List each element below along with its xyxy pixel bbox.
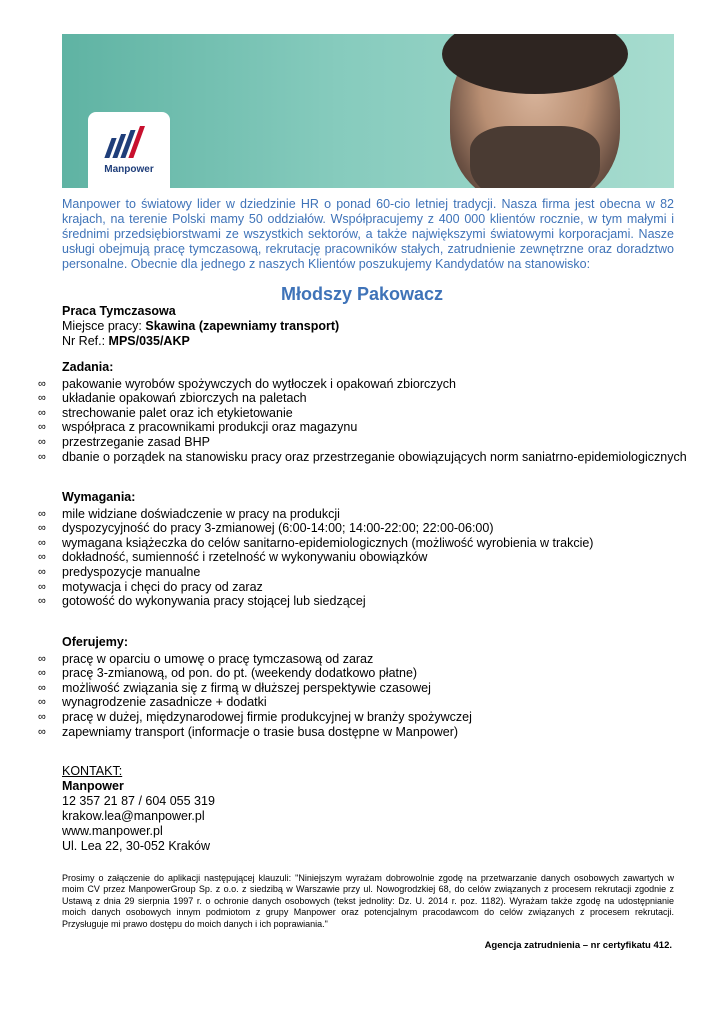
bullet-icon: ∞ <box>38 406 46 419</box>
section-heading: Zadania: <box>62 360 114 374</box>
bullet-icon: ∞ <box>38 392 46 405</box>
list-item-text: wymagana książeczka do celów sanitarno-epidemiologicznych (możliwość wyrobienia w trakcie) <box>62 535 594 550</box>
contact-company: Manpower <box>62 779 124 793</box>
contact-phone: 12 357 21 87 / 604 055 319 <box>62 794 215 808</box>
list-item-text: gotowość do wykonywania pracy stojącej lub siedzącej <box>62 594 366 609</box>
list-item <box>38 376 702 392</box>
list-item-text: współpraca z pracownikami produkcji oraz magazynu <box>62 420 358 435</box>
list-item <box>38 651 702 667</box>
bullet-icon: ∞ <box>38 696 46 709</box>
contact-www[interactable]: www.manpower.pl <box>62 824 163 838</box>
consent-clause: Prosimy o załączenie do aplikacji następującej klauzuli: "Niniejszym wyrażam dobrowolnie zgodę na przetwarzanie danych osobowych zawartych w moim CV przez ManpowerGroup Sp. z o.o. z siedzibą w Warszawie przy ul. Nowogrodzkiej 68, do celów związanych z procesem rekrutacji zgodnie z Ustawą z dnia 29 sierpnia 1997 r. o ochronie danych osobowych (tekst jednolity: Dz. U. 2014 r. poz. 1182). Wyrażam także zgodę na udostępnianie moich danych osobowych innym podmiotom z grupy Manpower oraz potencjalnym pracodawcom do celów związanych z procesem rekrutacji. Przysługuje mi prawo dostępu do moich danych i ich poprawiania." <box>62 873 674 929</box>
list-item-text: dbanie o porządek na stanowisku pracy oraz przestrzeganie obowiązujących norm saniatrno-epidemiologicznych <box>62 449 687 464</box>
bullet-icon: ∞ <box>38 507 46 520</box>
bullet-list <box>38 376 702 465</box>
list-item-text: zapewniamy transport (informacje o trasie busa dostępne w Manpower) <box>62 724 459 739</box>
job-meta <box>62 304 339 349</box>
job-ref <box>62 334 339 349</box>
section-oferujemy <box>38 635 702 739</box>
list-item-text: mile widziane doświadczenie w pracy na produkcji <box>62 506 340 521</box>
bullet-icon: ∞ <box>38 725 46 738</box>
list-item <box>38 564 702 580</box>
list-item <box>38 579 702 595</box>
location-value: Skawina (zapewniamy transport) <box>145 319 340 333</box>
bullet-icon: ∞ <box>38 435 46 448</box>
job-title: Młodszy Pakowacz <box>280 284 444 304</box>
bullet-list <box>38 506 702 609</box>
contact-address: Ul. Lea 22, 30-052 Kraków <box>62 839 211 853</box>
ref-label: Nr Ref.: <box>62 334 109 348</box>
manpower-logo <box>88 112 170 188</box>
bullet-icon: ∞ <box>38 580 46 593</box>
bullet-icon: ∞ <box>38 667 46 680</box>
list-item <box>38 420 702 435</box>
manpower-logo-icon <box>102 126 158 160</box>
bullet-icon: ∞ <box>38 450 46 463</box>
bullet-icon: ∞ <box>38 595 46 608</box>
list-item-text: pakowanie wyrobów spożywczych do wytłoczek i opakowań zbiorczych <box>62 376 456 391</box>
list-item <box>38 449 702 465</box>
list-item <box>38 550 702 565</box>
list-item <box>38 506 702 522</box>
list-item-text: dyspozycyjność do pracy 3-zmianowej (6:00-14:00; 14:00-22:00; 22:00-06:00) <box>62 521 494 536</box>
list-item-text: przestrzeganie zasad BHP <box>62 434 210 449</box>
list-item-text: pracę 3-zmianową, od pon. do pt. (weekendy dodatkowo płatne) <box>62 666 418 681</box>
contact-label: KONTAKT: <box>62 764 123 778</box>
header-banner <box>62 34 674 188</box>
section-heading: Oferujemy: <box>62 635 128 649</box>
logo-text: Manpower <box>104 164 154 175</box>
section-heading: Wymagania: <box>62 490 136 504</box>
bullet-icon: ∞ <box>38 522 46 535</box>
list-item <box>38 680 702 696</box>
list-item <box>38 434 702 450</box>
list-item-text: predyspozycje manualne <box>62 564 201 579</box>
list-item <box>38 695 702 710</box>
location-label: Miejsce pracy: <box>62 319 146 333</box>
bullet-icon: ∞ <box>38 681 46 694</box>
bullet-icon: ∞ <box>38 652 46 665</box>
contact-block <box>62 764 215 854</box>
list-item-text: strechowanie palet oraz ich etykietowanie <box>62 405 293 420</box>
list-item <box>38 535 702 551</box>
list-item-text: motywacja i chęci do pracy od zaraz <box>62 579 263 594</box>
list-item <box>38 391 702 406</box>
list-item-text: dokładność, sumienność i rzetelność w wykonywaniu obowiązków <box>62 550 428 565</box>
list-item <box>38 594 702 609</box>
bullet-icon: ∞ <box>38 421 46 434</box>
portrait-beard <box>470 126 600 188</box>
list-item-text: wynagrodzenie zasadnicze + dodatki <box>62 695 267 710</box>
list-item-text: pracę w dużej, międzynarodowej firmie produkcyjnej w branży spożywczej <box>62 709 472 724</box>
bullet-icon: ∞ <box>38 536 46 549</box>
contact-email[interactable]: krakow.lea@manpower.pl <box>62 809 205 823</box>
bullet-icon: ∞ <box>38 565 46 578</box>
list-item <box>38 666 702 681</box>
list-item <box>38 405 702 421</box>
bullet-icon: ∞ <box>38 551 46 564</box>
job-type: Praca Tymczasowa <box>62 304 176 318</box>
bullet-icon: ∞ <box>38 710 46 723</box>
job-location <box>62 319 339 334</box>
footer-certificate: Agencja zatrudnienia – nr certyfikatu 412. <box>484 940 672 951</box>
section-zadania <box>38 360 702 464</box>
list-item <box>38 521 702 536</box>
list-item-text: możliwość związania się z firmą w dłuższej perspektywie czasowej <box>62 680 431 695</box>
ref-value: MPS/035/AKP <box>108 334 190 348</box>
list-item <box>38 724 702 740</box>
list-item-text: pracę w oparciu o umowę o pracę tymczasową od zaraz <box>62 651 374 666</box>
list-item <box>38 709 702 725</box>
bullet-icon: ∞ <box>38 377 46 390</box>
bullet-list <box>38 651 702 740</box>
intro-paragraph: Manpower to światowy lider w dziedzinie HR o ponad 60-cio letniej tradycji. Nasza firma jest obecna w 82 krajach, na terenie Polski mamy 50 oddziałów. Współpracujemy z 400 000 klientów rocznie, w tym małymi i średnimi przedsiębiorstwami ze wszystkich sektorów, a także największymi światowymi korporacjami. Nasze usługi obejmują pracę tymczasową, rekrutację pracowników stałych, zatrudnienie zewnętrzne oraz doradztwo personalne. Obecnie dla jednego z naszych Klientów poszukujemy Kandydatów na stanowisko: <box>62 197 674 271</box>
section-wymagania <box>38 490 702 609</box>
list-item-text: układanie opakowań zbiorczych na paletach <box>62 391 307 406</box>
